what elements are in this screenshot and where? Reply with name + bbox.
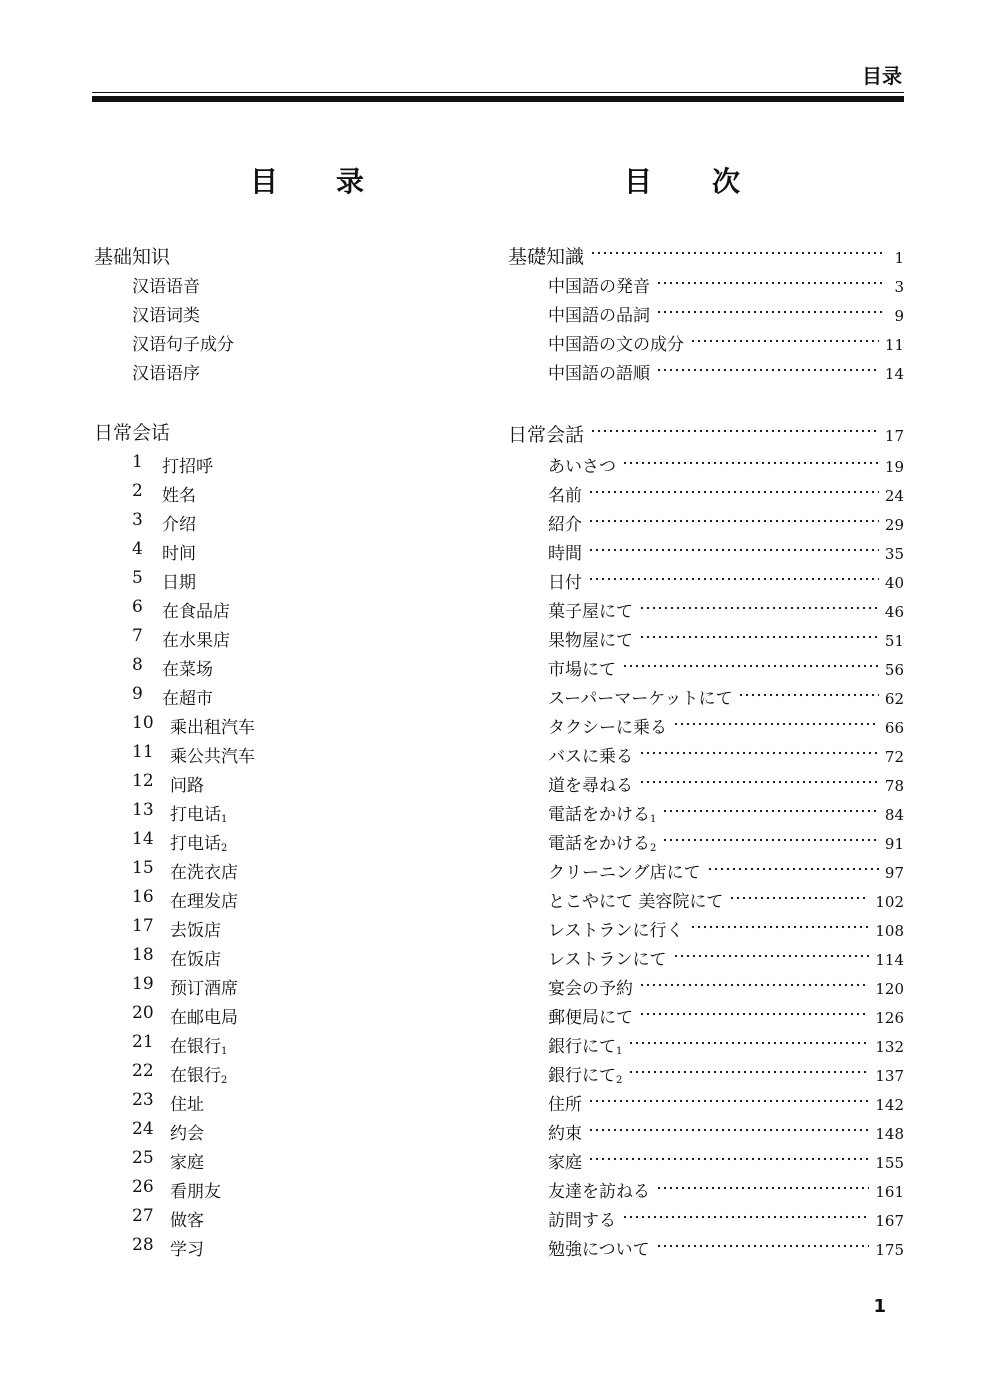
toc-item-jp-leader-dots <box>588 516 879 526</box>
toc-item-cn-number: 23 <box>132 1090 154 1110</box>
page-number: 1 <box>873 1296 886 1317</box>
toc-item-jp-label: 紹介 <box>548 515 582 535</box>
toc-item-cn-label: 乘公共汽车 <box>170 747 255 767</box>
toc-item-jp-label: 中国語の品詞 <box>548 306 650 326</box>
toc-item-cn-number: 22 <box>132 1061 154 1081</box>
section-title-basics-jp-text <box>508 242 584 269</box>
toc-item-jp-leader-dots <box>656 307 884 317</box>
toc-item-jp-page: 62 <box>884 690 904 708</box>
toc-item-jp <box>508 452 904 477</box>
toc-item-cn-label: 在食品店 <box>162 602 230 622</box>
toc-item-jp-text <box>508 1061 622 1086</box>
toc-item-cn-subscript: 1 <box>221 1046 228 1057</box>
toc-item-cn-number: 8 <box>132 655 143 675</box>
toc-item-cn-text <box>170 1148 204 1173</box>
toc-item-jp <box>508 510 904 535</box>
toc-item-cn-label: 在菜场 <box>162 660 213 680</box>
toc-item-cn-label: 时间 <box>162 544 196 564</box>
toc-item-jp-label: 銀行にて <box>548 1066 616 1086</box>
toc-item-cn-text <box>162 597 230 622</box>
toc-item-jp-label: 家庭 <box>548 1153 582 1173</box>
toc-item-jp-text <box>508 481 582 506</box>
toc-item-cn-subscript: 1 <box>221 814 228 825</box>
toc-item-cn-number: 10 <box>132 713 154 733</box>
toc-item-cn-label: 在水果店 <box>162 631 230 651</box>
toc-item-jp-page: 155 <box>875 1154 904 1172</box>
toc-item-jp-page: 29 <box>884 516 904 534</box>
toc-item-jp-page: 11 <box>884 336 904 354</box>
heading-cn-char-2: 录 <box>336 165 365 198</box>
toc-item-cn-text <box>162 510 196 535</box>
toc-item-jp <box>508 1090 904 1115</box>
toc-item-jp <box>508 272 904 297</box>
toc-item-cn-text <box>170 800 227 825</box>
toc-item-jp-text <box>508 1090 582 1115</box>
toc-item-cn-text <box>170 887 238 912</box>
toc-item-jp <box>508 800 904 825</box>
toc-item-jp-label: スーパーマーケットにて <box>548 689 733 709</box>
toc-item-jp <box>508 916 904 941</box>
toc-item-jp-leader-dots <box>588 545 879 555</box>
toc-item-jp-leader-dots <box>588 487 879 497</box>
toc-item-jp <box>508 742 904 767</box>
toc-item-jp <box>508 539 904 564</box>
toc-item-jp <box>508 829 904 854</box>
toc-item-jp-label: タクシーに乗る <box>548 718 667 738</box>
toc-item-cn-text: 汉语语音 <box>132 277 200 297</box>
toc-item-cn-number: 21 <box>132 1032 154 1052</box>
toc-item-cn-number: 6 <box>132 597 143 617</box>
toc-item-jp-text <box>508 597 633 622</box>
toc-item-jp <box>508 359 904 384</box>
toc-item-jp-label: 中国語の語順 <box>548 364 650 384</box>
toc-item-jp-page: 40 <box>884 574 904 592</box>
toc-item-jp-leader-dots <box>588 1154 869 1164</box>
toc-item-cn-label: 去饭店 <box>170 921 221 941</box>
toc-item-jp-leader-dots <box>656 365 879 375</box>
toc-item-cn-label: 日期 <box>162 573 196 593</box>
toc-item-jp-label: 道を尋ねる <box>548 776 633 796</box>
toc-item-jp <box>508 1235 904 1260</box>
toc-item-jp-page: 66 <box>884 719 904 737</box>
toc-item-jp-leader-dots <box>622 458 879 468</box>
toc-item-cn-text <box>162 626 230 651</box>
toc-item-jp-leader-dots <box>662 806 879 816</box>
toc-item-jp-page: 142 <box>875 1096 904 1114</box>
toc-item-jp <box>508 684 904 709</box>
section-title-basics-jp-leader-dots <box>590 248 884 258</box>
toc-item-jp-page: 167 <box>875 1212 904 1230</box>
toc-item-cn-label: 预订酒席 <box>170 979 238 999</box>
toc-item-jp-text <box>508 568 582 593</box>
toc-item-jp-page: 24 <box>884 487 904 505</box>
toc-item-cn-number: 13 <box>132 800 154 820</box>
toc-item-jp-text <box>508 452 616 477</box>
section-title-daily-jp-text <box>508 420 584 447</box>
toc-item-jp-text <box>508 510 582 535</box>
toc-item-jp-text <box>508 1003 633 1028</box>
toc-item-jp-leader-dots <box>662 835 879 845</box>
toc-item-jp <box>508 1061 904 1086</box>
toc-item-jp-page: 14 <box>884 365 904 383</box>
toc-item-jp-leader-dots <box>628 1067 869 1077</box>
toc-item-cn-text <box>170 1177 221 1202</box>
toc-item-jp-leader-dots <box>622 1212 869 1222</box>
toc-item-jp-text <box>508 858 701 883</box>
toc-item-jp-leader-dots <box>673 719 879 729</box>
toc-item-jp-page: 46 <box>884 603 904 621</box>
toc-item-jp-label: 菓子屋にて <box>548 602 633 622</box>
toc-item-jp-page: 72 <box>884 748 904 766</box>
section-title-basics-cn: 基础知识 <box>94 246 171 268</box>
toc-item-jp-leader-dots <box>639 1009 869 1019</box>
section-title-daily-jp-leader-dots <box>590 426 879 436</box>
section-title-daily-cn: 日常会话 <box>94 422 171 444</box>
toc-item-jp <box>508 1003 904 1028</box>
toc-item-jp-leader-dots <box>639 632 879 642</box>
toc-item-cn-label: 姓名 <box>162 486 196 506</box>
toc-item-jp-label: 中国語の発音 <box>548 277 650 297</box>
toc-item-cn-label: 在银行 <box>170 1037 221 1057</box>
toc-item-jp-leader-dots <box>588 1125 869 1135</box>
toc-item-jp-text <box>508 1235 650 1260</box>
toc-item-cn-number: 19 <box>132 974 154 994</box>
toc-item-cn-label: 做客 <box>170 1211 204 1231</box>
toc-item-cn-label: 在洗衣店 <box>170 863 238 883</box>
toc-item-jp-text <box>508 655 616 680</box>
toc-item-jp-label: 果物屋にて <box>548 631 633 651</box>
toc-item-jp <box>508 771 904 796</box>
running-head: 目录 <box>862 64 902 88</box>
toc-item-jp-label: あいさつ <box>548 457 616 477</box>
toc-item-cn-text <box>162 568 196 593</box>
toc-item-jp-page: 91 <box>884 835 904 853</box>
toc-item-jp-label: バスに乗る <box>548 747 633 767</box>
toc-item-jp-leader-dots <box>628 1038 869 1048</box>
toc-item-jp-text <box>508 800 656 825</box>
toc-item-cn-number: 1 <box>132 452 143 472</box>
toc-item-cn-number: 7 <box>132 626 143 646</box>
toc-item-cn-text <box>170 945 221 970</box>
toc-item-jp-label: とこやにて 美容院にて <box>548 892 724 912</box>
toc-item-jp-leader-dots <box>656 278 884 288</box>
toc-item-jp-page: 161 <box>875 1183 904 1201</box>
toc-item-jp-text <box>508 974 633 999</box>
toc-item-jp-text <box>508 1032 622 1057</box>
toc-item-cn-number: 20 <box>132 1003 154 1023</box>
toc-item-cn-number: 11 <box>132 742 154 762</box>
toc-item-cn-text <box>170 713 255 738</box>
toc-item-jp-page: 78 <box>884 777 904 795</box>
toc-item-jp-label: 友達を訪ねる <box>548 1182 650 1202</box>
toc-item-cn-label: 打招呼 <box>162 457 213 477</box>
toc-item-jp-text <box>508 742 633 767</box>
toc-item-cn-text <box>170 1119 204 1144</box>
toc-item-jp-label: クリーニング店にて <box>548 863 701 883</box>
toc-item-jp-page: 9 <box>894 307 904 325</box>
toc-item-jp <box>508 887 904 912</box>
toc-item-jp-label: 電話をかける <box>548 805 650 825</box>
toc-item-cn-subscript: 2 <box>221 843 228 854</box>
toc-item-jp-label: 中国語の文の成分 <box>548 335 684 355</box>
toc-item-jp-text <box>508 887 723 912</box>
toc-item-jp-page: 126 <box>875 1009 904 1027</box>
toc-item-jp-text <box>508 684 732 709</box>
toc-item-jp <box>508 1119 904 1144</box>
toc-item-jp-page: 51 <box>884 632 904 650</box>
toc-item-cn-text <box>170 771 204 796</box>
toc-item-jp <box>508 974 904 999</box>
toc-item-cn-number: 17 <box>132 916 154 936</box>
toc-item-jp-label: 名前 <box>548 486 582 506</box>
toc-item-jp-label: 郵便局にて <box>548 1008 633 1028</box>
toc-item-jp-leader-dots <box>639 980 869 990</box>
toc-item-cn-text <box>162 539 196 564</box>
toc-item-cn-text: 汉语句子成分 <box>132 335 234 355</box>
toc-item-cn-text <box>170 829 227 854</box>
toc-item-cn-label: 看朋友 <box>170 1182 221 1202</box>
toc-item-cn-label: 打电话 <box>170 834 221 854</box>
toc-item-jp <box>508 330 904 355</box>
heading-cn-char-1: 目 <box>250 165 279 198</box>
toc-item-jp-page: 132 <box>875 1038 904 1056</box>
toc-item-jp-label: 日付 <box>548 573 582 593</box>
toc-item-cn-number: 9 <box>132 684 143 704</box>
toc-item-jp-leader-dots <box>690 922 870 932</box>
toc-item-cn-text <box>170 1235 204 1260</box>
toc-item-jp-leader-dots <box>690 336 879 346</box>
toc-item-jp <box>508 481 904 506</box>
toc-item-cn-text <box>170 1061 227 1086</box>
toc-item-jp-label: レストランにて <box>548 950 667 970</box>
toc-item-jp-leader-dots <box>729 893 869 903</box>
section-title-basics-jp-page: 1 <box>894 249 904 267</box>
toc-item-cn-number: 15 <box>132 858 154 878</box>
toc-item-jp-leader-dots <box>639 603 879 613</box>
header-rule-thin <box>92 92 904 93</box>
toc-item-jp-label: 住所 <box>548 1095 582 1115</box>
toc-item-cn-number: 14 <box>132 829 154 849</box>
toc-item-cn-number: 12 <box>132 771 154 791</box>
toc-item-jp-text <box>508 916 684 941</box>
header-rule-thick <box>92 96 904 102</box>
toc-item-jp-page: 3 <box>894 278 904 296</box>
toc-item-cn-number: 24 <box>132 1119 154 1139</box>
toc-item-jp <box>508 626 904 651</box>
toc-item-jp-text <box>508 272 650 297</box>
toc-item-jp-subscript: 2 <box>650 843 657 854</box>
toc-item-jp-text <box>508 713 667 738</box>
toc-item-jp-text <box>508 359 650 384</box>
toc-item-cn-label: 在理发店 <box>170 892 238 912</box>
toc-item-jp-subscript: 2 <box>616 1075 623 1086</box>
toc-item-cn-label: 在超市 <box>162 689 213 709</box>
toc-item-jp-label: 市場にて <box>548 660 616 680</box>
toc-item-cn-number: 16 <box>132 887 154 907</box>
toc-item-jp-leader-dots <box>588 1096 869 1106</box>
toc-item-cn-text <box>170 1090 204 1115</box>
toc-item-cn-text: 汉语词类 <box>132 306 200 326</box>
toc-item-jp-label: 宴会の予約 <box>548 979 633 999</box>
toc-item-jp-text <box>508 330 684 355</box>
toc-item-jp-label: 訪問する <box>548 1211 616 1231</box>
toc-item-jp <box>508 1177 904 1202</box>
toc-item-jp <box>508 301 904 326</box>
toc-item-cn-text <box>170 916 221 941</box>
toc-item-cn-label: 家庭 <box>170 1153 204 1173</box>
section-title-daily-jp-label: 日常会話 <box>508 424 585 446</box>
toc-item-cn-label: 乘出租汽车 <box>170 718 255 738</box>
toc-item-jp-page: 35 <box>884 545 904 563</box>
toc-item-jp-page: 84 <box>884 806 904 824</box>
toc-item-cn-label: 住址 <box>170 1095 204 1115</box>
toc-item-jp <box>508 597 904 622</box>
toc-item-jp-label: 約束 <box>548 1124 582 1144</box>
section-title-daily-jp-page: 17 <box>884 427 904 445</box>
toc-item-jp <box>508 713 904 738</box>
toc-item-jp <box>508 858 904 883</box>
toc-item-jp-page: 148 <box>875 1125 904 1143</box>
toc-item-cn-text <box>170 858 238 883</box>
toc-item-cn-text <box>162 481 196 506</box>
toc-item-jp <box>508 1032 904 1057</box>
toc-item-jp <box>508 945 904 970</box>
toc-item-jp <box>508 655 904 680</box>
heading-jp-char-1: 目 <box>624 165 653 198</box>
toc-item-cn-label: 打电话 <box>170 805 221 825</box>
toc-item-jp-leader-dots <box>622 661 879 671</box>
toc-item-jp-page: 97 <box>884 864 904 882</box>
toc-item-jp-text <box>508 945 667 970</box>
toc-item-cn-number: 27 <box>132 1206 154 1226</box>
toc-item-jp-page: 19 <box>884 458 904 476</box>
toc-item-jp-leader-dots <box>707 864 879 874</box>
toc-item-jp-subscript: 1 <box>616 1046 623 1057</box>
toc-item-jp-subscript: 1 <box>650 814 657 825</box>
toc-item-cn-label: 问路 <box>170 776 204 796</box>
toc-item-jp-text <box>508 1148 582 1173</box>
section-title-basics-jp <box>508 242 904 268</box>
toc-item-cn-text <box>170 974 238 999</box>
toc-item-cn-number: 25 <box>132 1148 154 1168</box>
toc-item-cn-text <box>162 655 213 680</box>
toc-item-jp-label: 銀行にて <box>548 1037 616 1057</box>
toc-item-jp-leader-dots <box>639 748 879 758</box>
toc-item-cn-text <box>170 1003 238 1028</box>
toc-item-cn-label: 介绍 <box>162 515 196 535</box>
section-title-basics-jp-label: 基礎知識 <box>508 246 585 268</box>
toc-item-jp-text <box>508 539 582 564</box>
toc-item-cn-text: 汉语语序 <box>132 364 200 384</box>
toc-item-jp-leader-dots <box>639 777 879 787</box>
toc-item-jp-text <box>508 626 633 651</box>
toc-item-cn-text <box>170 1032 227 1057</box>
toc-item-jp-page: 56 <box>884 661 904 679</box>
toc-item-cn-label: 在邮电局 <box>170 1008 238 1028</box>
toc-item-cn-number: 26 <box>132 1177 154 1197</box>
toc-item-jp-leader-dots <box>656 1183 869 1193</box>
section-title-daily-jp <box>508 420 904 446</box>
toc-item-cn-label: 在饭店 <box>170 950 221 970</box>
toc-item-jp-label: 電話をかける <box>548 834 650 854</box>
toc-item-jp-label: 時間 <box>548 544 582 564</box>
toc-item-cn-text <box>170 742 255 767</box>
toc-item-jp-leader-dots <box>588 574 879 584</box>
toc-item-cn-text <box>170 1206 204 1231</box>
toc-item-jp-text <box>508 1206 616 1231</box>
toc-item-jp-label: 勉強について <box>548 1240 650 1260</box>
toc-item-jp-page: 120 <box>875 980 904 998</box>
toc-item-jp-page: 175 <box>875 1241 904 1259</box>
toc-item-jp-text <box>508 301 650 326</box>
toc-item-jp <box>508 568 904 593</box>
toc-item-cn-label: 约会 <box>170 1124 204 1144</box>
toc-item-cn-subscript: 2 <box>221 1075 228 1086</box>
toc-item-cn-number: 18 <box>132 945 154 965</box>
toc-item-cn-number: 2 <box>132 481 143 501</box>
toc-item-cn-number: 28 <box>132 1235 154 1255</box>
toc-item-cn-label: 在银行 <box>170 1066 221 1086</box>
toc-item-cn-number: 3 <box>132 510 143 530</box>
toc-item-jp-text <box>508 771 633 796</box>
toc-item-jp-page: 114 <box>875 951 904 969</box>
toc-item-jp-page: 137 <box>875 1067 904 1085</box>
toc-item-cn-number: 4 <box>132 539 143 559</box>
toc-item-cn-text <box>162 684 213 709</box>
toc-item-cn-text <box>162 452 213 477</box>
toc-item-jp <box>508 1206 904 1231</box>
toc-item-jp-leader-dots <box>738 690 878 700</box>
toc-item-jp-page: 102 <box>875 893 904 911</box>
toc-item-jp <box>508 1148 904 1173</box>
heading-jp-char-2: 次 <box>712 165 741 198</box>
toc-item-jp-text <box>508 1177 650 1202</box>
toc-item-cn-number: 5 <box>132 568 143 588</box>
toc-item-jp-text <box>508 1119 582 1144</box>
toc-item-jp-text <box>508 829 656 854</box>
toc-item-jp-leader-dots <box>673 951 870 961</box>
toc-item-cn-label: 学习 <box>170 1240 204 1260</box>
toc-item-jp-page: 108 <box>875 922 904 940</box>
toc-item-jp-label: レストランに行く <box>548 921 684 941</box>
toc-item-jp-leader-dots <box>656 1241 870 1251</box>
